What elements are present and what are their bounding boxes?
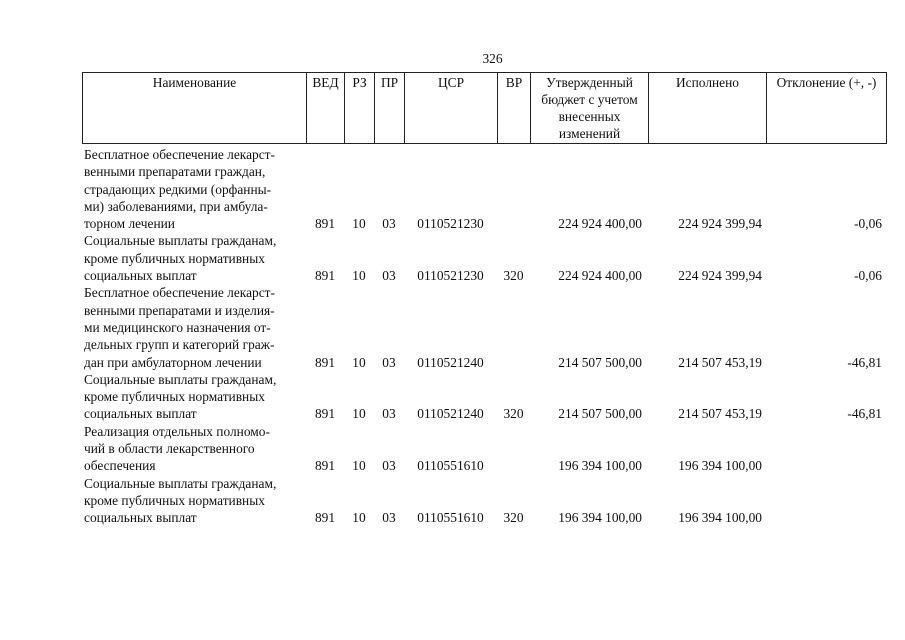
row-csr: 0110551610 — [417, 458, 484, 474]
table-row — [82, 371, 886, 423]
table-row — [82, 475, 886, 527]
row-vr: 320 — [503, 510, 524, 526]
header-deviation: Отклонение (+, -) — [767, 73, 887, 144]
header-name: Наименование — [83, 73, 307, 144]
row-ved: 891 — [314, 458, 336, 474]
row-name: Бесплатное обеспечение лекарст- венными препаратами и изделия- ми медицинского назначения от- дельных групп и категорий граж- дан при амбулаторном лечении — [84, 285, 275, 370]
row-rz: 10 — [352, 268, 366, 284]
row-rz: 10 — [352, 354, 366, 370]
row-budget: 224 924 400,00 — [558, 268, 642, 284]
header-vr: ВР — [498, 73, 531, 144]
row-budget: 196 394 100,00 — [558, 458, 642, 474]
row-pr: 03 — [382, 354, 396, 370]
row-executed: 214 507 453,19 — [678, 354, 762, 370]
row-name: Реализация отдельных полномо- чий в области лекарственного обеспечения — [84, 423, 270, 474]
row-pr: 03 — [382, 406, 396, 422]
row-executed: 196 394 100,00 — [678, 458, 762, 474]
row-name: Социальные выплаты гражданам, кроме публичных нормативных социальных выплат — [84, 371, 277, 422]
row-csr: 0110521240 — [417, 406, 484, 422]
row-ved: 891 — [314, 406, 336, 422]
row-budget: 214 507 500,00 — [558, 406, 642, 422]
row-deviation: -0,06 — [854, 216, 882, 232]
row-deviation: -0,06 — [854, 268, 882, 284]
row-executed: 214 507 453,19 — [678, 406, 762, 422]
row-pr: 03 — [382, 510, 396, 526]
header-executed: Исполнено — [649, 73, 767, 144]
row-csr: 0110521230 — [417, 216, 484, 232]
row-ved: 891 — [314, 510, 336, 526]
row-csr: 0110551610 — [417, 510, 484, 526]
row-vr: 320 — [503, 268, 524, 284]
row-pr: 03 — [382, 458, 396, 474]
row-rz: 10 — [352, 458, 366, 474]
row-ved: 891 — [314, 268, 336, 284]
header-pr: ПР — [375, 73, 405, 144]
header-csr: ЦСР — [405, 73, 498, 144]
header-budget: Утвержденный бюджет с учетом внесенных изменений — [531, 73, 649, 144]
row-csr: 0110521240 — [417, 354, 484, 370]
header-ved: ВЕД — [307, 73, 345, 144]
row-vr: 320 — [503, 406, 524, 422]
row-budget: 214 507 500,00 — [558, 354, 642, 370]
row-deviation: -46,81 — [847, 354, 882, 370]
row-pr: 03 — [382, 268, 396, 284]
row-budget: 196 394 100,00 — [558, 510, 642, 526]
row-rz: 10 — [352, 406, 366, 422]
row-ved: 891 — [314, 216, 336, 232]
page-number: 326 — [482, 51, 503, 66]
table-row — [82, 232, 886, 284]
row-name: Бесплатное обеспечение лекарст- венными препаратами граждан, страдающих редкими (орфанны- ми) заболеваниями, при амбула- торном лечении — [84, 147, 275, 232]
row-csr: 0110521230 — [417, 268, 484, 284]
table-body — [82, 146, 886, 527]
row-deviation: -46,81 — [847, 406, 882, 422]
row-executed: 224 924 399,94 — [678, 216, 762, 232]
row-executed: 224 924 399,94 — [678, 268, 762, 284]
row-executed: 196 394 100,00 — [678, 510, 762, 526]
row-budget: 224 924 400,00 — [558, 216, 642, 232]
row-name: Социальные выплаты гражданам, кроме публичных нормативных социальных выплат — [84, 475, 277, 526]
row-pr: 03 — [382, 216, 396, 232]
table-header — [82, 72, 887, 144]
table-row — [82, 146, 886, 232]
table-row — [82, 284, 886, 370]
row-ved: 891 — [314, 354, 336, 370]
table-row — [82, 423, 886, 475]
row-rz: 10 — [352, 510, 366, 526]
row-name: Социальные выплаты гражданам, кроме публичных нормативных социальных выплат — [84, 233, 277, 284]
header-rz: РЗ — [345, 73, 375, 144]
row-rz: 10 — [352, 216, 366, 232]
